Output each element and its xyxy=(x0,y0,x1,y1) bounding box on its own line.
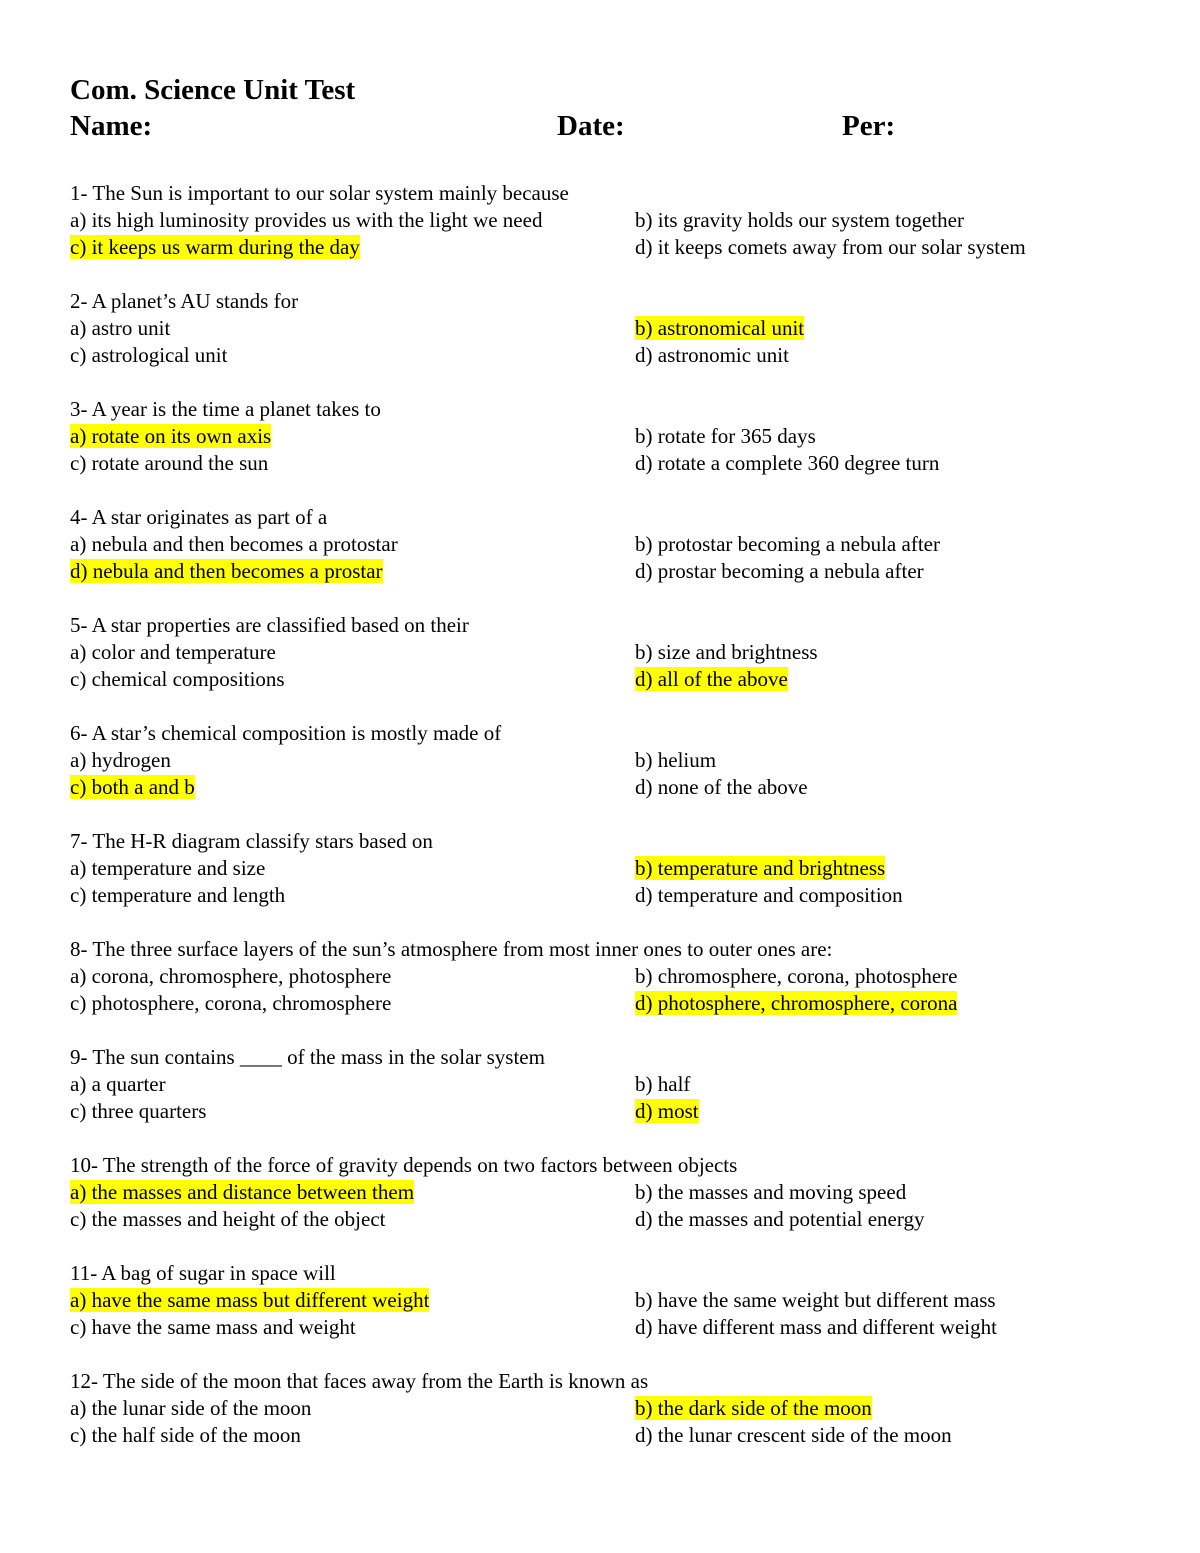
option-row xyxy=(70,1206,1150,1233)
question-text: 5- A star properties are classified based on their xyxy=(70,613,469,637)
option-d-text: d) photosphere, chromosphere, corona xyxy=(635,991,958,1015)
option-a-text: a) rotate on its own axis xyxy=(70,424,272,448)
option-a-text: a) the masses and distance between them xyxy=(70,1180,415,1204)
option-a xyxy=(70,207,635,234)
option-d xyxy=(635,450,1150,477)
option-d xyxy=(635,882,1150,909)
option-c-text: c) three quarters xyxy=(70,1099,207,1123)
option-c xyxy=(70,234,635,261)
option-a-text: a) temperature and size xyxy=(70,856,266,880)
option-b xyxy=(635,315,1150,342)
option-row xyxy=(70,1179,1150,1206)
question-list xyxy=(70,180,1150,1476)
name-label: Name: xyxy=(70,110,153,142)
option-row xyxy=(70,342,1150,369)
option-row xyxy=(70,450,1150,477)
option-a xyxy=(70,1071,635,1098)
option-row xyxy=(70,1314,1150,1341)
option-d-text: d) have different mass and different weight xyxy=(635,1315,997,1339)
option-b xyxy=(635,1395,1150,1422)
option-b-text: b) chromosphere, corona, photosphere xyxy=(635,964,958,988)
option-c xyxy=(70,882,635,909)
option-b-text: b) protostar becoming a nebula after xyxy=(635,532,940,556)
question-2 xyxy=(70,288,1150,369)
option-b-text: b) size and brightness xyxy=(635,640,818,664)
option-c-text: c) the masses and height of the object xyxy=(70,1207,386,1231)
question-12 xyxy=(70,1368,1150,1449)
option-c-text: c) the half side of the moon xyxy=(70,1423,301,1447)
option-b-text: b) astronomical unit xyxy=(635,316,805,340)
option-d xyxy=(635,1206,1150,1233)
option-a xyxy=(70,531,635,558)
question-4 xyxy=(70,504,1150,585)
option-row xyxy=(70,423,1150,450)
option-d-text: d) prostar becoming a nebula after xyxy=(635,559,924,583)
option-a-text: a) color and temperature xyxy=(70,640,276,664)
question-8 xyxy=(70,936,1150,1017)
option-d-text: d) none of the above xyxy=(635,775,808,799)
option-c-text: d) nebula and then becomes a prostar xyxy=(70,559,383,583)
question-1 xyxy=(70,180,1150,261)
option-a-text: a) astro unit xyxy=(70,316,171,340)
option-b-text: b) helium xyxy=(635,748,717,772)
option-b xyxy=(635,207,1150,234)
option-b-text: b) half xyxy=(635,1072,691,1096)
option-b xyxy=(635,531,1150,558)
option-b xyxy=(635,423,1150,450)
question-6 xyxy=(70,720,1150,801)
option-d xyxy=(635,774,1150,801)
option-a xyxy=(70,855,635,882)
option-d-text: d) astronomic unit xyxy=(635,343,789,367)
option-c xyxy=(70,774,635,801)
question-text: 8- The three surface layers of the sun’s atmosphere from most inner ones to outer ones are: xyxy=(70,937,833,961)
question-text: 6- A star’s chemical composition is mostly made of xyxy=(70,721,502,745)
option-a-text: a) a quarter xyxy=(70,1072,166,1096)
option-d-text: d) most xyxy=(635,1099,699,1123)
option-a xyxy=(70,423,635,450)
option-row xyxy=(70,1287,1150,1314)
option-c xyxy=(70,1098,635,1125)
question-text: 1- The Sun is important to our solar system mainly because xyxy=(70,181,569,205)
option-c xyxy=(70,666,635,693)
option-c xyxy=(70,1422,635,1449)
option-a-text: a) the lunar side of the moon xyxy=(70,1396,312,1420)
option-b-text: b) the masses and moving speed xyxy=(635,1180,907,1204)
option-row xyxy=(70,1422,1150,1449)
question-text: 11- A bag of sugar in space will xyxy=(70,1261,336,1285)
question-text: 10- The strength of the force of gravity depends on two factors between objects xyxy=(70,1153,738,1177)
option-c-text: c) have the same mass and weight xyxy=(70,1315,356,1339)
option-a xyxy=(70,1287,635,1314)
option-row xyxy=(70,234,1150,261)
option-c xyxy=(70,450,635,477)
option-b xyxy=(635,639,1150,666)
option-b-text: b) temperature and brightness xyxy=(635,856,886,880)
option-row xyxy=(70,1071,1150,1098)
option-a xyxy=(70,747,635,774)
option-c-text: c) chemical compositions xyxy=(70,667,285,691)
option-row xyxy=(70,882,1150,909)
question-text: 12- The side of the moon that faces away from the Earth is known as xyxy=(70,1369,649,1393)
option-c-text: c) photosphere, corona, chromosphere xyxy=(70,991,392,1015)
option-d-text: d) temperature and composition xyxy=(635,883,903,907)
option-c xyxy=(70,990,635,1017)
option-b xyxy=(635,1287,1150,1314)
option-b xyxy=(635,1179,1150,1206)
option-a-text: a) hydrogen xyxy=(70,748,171,772)
option-row xyxy=(70,207,1150,234)
question-10 xyxy=(70,1152,1150,1233)
option-d-text: d) it keeps comets away from our solar system xyxy=(635,235,1026,259)
option-c xyxy=(70,342,635,369)
option-a-text: a) have the same mass but different weight xyxy=(70,1288,430,1312)
option-b-text: b) its gravity holds our system together xyxy=(635,208,964,232)
option-a xyxy=(70,315,635,342)
option-b xyxy=(635,1071,1150,1098)
option-d xyxy=(635,1314,1150,1341)
option-row xyxy=(70,315,1150,342)
option-row xyxy=(70,531,1150,558)
option-c xyxy=(70,1206,635,1233)
option-d xyxy=(635,1422,1150,1449)
option-b-text: b) rotate for 365 days xyxy=(635,424,816,448)
option-a xyxy=(70,639,635,666)
question-text: 3- A year is the time a planet takes to xyxy=(70,397,381,421)
question-text: 9- The sun contains ____ of the mass in the solar system xyxy=(70,1045,545,1069)
option-d xyxy=(635,1098,1150,1125)
option-d xyxy=(635,558,1150,585)
option-d xyxy=(635,234,1150,261)
question-3 xyxy=(70,396,1150,477)
option-row xyxy=(70,1395,1150,1422)
option-b-text: b) the dark side of the moon xyxy=(635,1396,872,1420)
option-row xyxy=(70,1098,1150,1125)
question-9 xyxy=(70,1044,1150,1125)
option-b xyxy=(635,963,1150,990)
option-c xyxy=(70,558,635,585)
question-5 xyxy=(70,612,1150,693)
option-row xyxy=(70,963,1150,990)
option-c-text: c) both a and b xyxy=(70,775,195,799)
option-a xyxy=(70,963,635,990)
option-c-text: c) temperature and length xyxy=(70,883,286,907)
option-a-text: a) its high luminosity provides us with the light we need xyxy=(70,208,543,232)
page-title: Com. Science Unit Test xyxy=(70,74,356,106)
option-b xyxy=(635,855,1150,882)
option-b-text: b) have the same weight but different mass xyxy=(635,1288,996,1312)
option-d-text: d) the lunar crescent side of the moon xyxy=(635,1423,952,1447)
option-row xyxy=(70,747,1150,774)
question-text: 7- The H-R diagram classify stars based on xyxy=(70,829,433,853)
option-row xyxy=(70,855,1150,882)
period-label: Per: xyxy=(842,110,896,142)
option-d xyxy=(635,990,1150,1017)
option-d xyxy=(635,666,1150,693)
option-row xyxy=(70,639,1150,666)
option-row xyxy=(70,990,1150,1017)
option-c-text: c) it keeps us warm during the day xyxy=(70,235,360,259)
option-a xyxy=(70,1395,635,1422)
option-a-text: a) nebula and then becomes a protostar xyxy=(70,532,398,556)
option-b xyxy=(635,747,1150,774)
option-row xyxy=(70,774,1150,801)
question-text: 2- A planet’s AU stands for xyxy=(70,289,299,313)
option-row xyxy=(70,558,1150,585)
date-label: Date: xyxy=(557,110,625,142)
option-d-text: d) the masses and potential energy xyxy=(635,1207,925,1231)
question-11 xyxy=(70,1260,1150,1341)
option-c xyxy=(70,1314,635,1341)
question-text: 4- A star originates as part of a xyxy=(70,505,328,529)
question-7 xyxy=(70,828,1150,909)
option-row xyxy=(70,666,1150,693)
option-d-text: d) rotate a complete 360 degree turn xyxy=(635,451,940,475)
option-d-text: d) all of the above xyxy=(635,667,788,691)
option-a xyxy=(70,1179,635,1206)
option-c-text: c) rotate around the sun xyxy=(70,451,269,475)
option-a-text: a) corona, chromosphere, photosphere xyxy=(70,964,392,988)
option-c-text: c) astrological unit xyxy=(70,343,228,367)
option-d xyxy=(635,342,1150,369)
